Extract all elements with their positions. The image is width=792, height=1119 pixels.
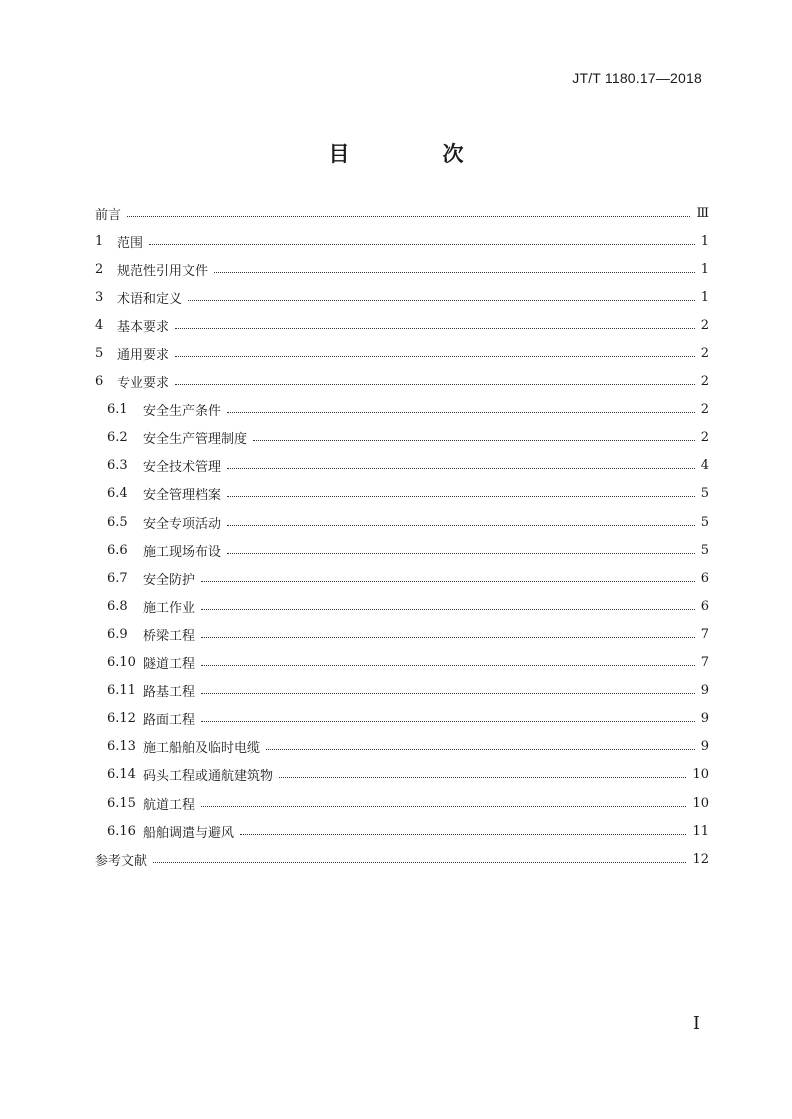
toc-entry-page: 9	[700, 739, 709, 755]
toc-entry-title: 路面工程	[143, 713, 196, 729]
toc-entry[interactable]	[95, 649, 709, 677]
toc-entry-title: 码头工程或通航建筑物	[143, 769, 274, 785]
toc-entry-title: 安全专项活动	[143, 516, 222, 532]
standard-code: JT/T 1180.17—2018	[572, 70, 702, 86]
toc-entry-number: 6.13	[107, 739, 136, 755]
toc-entry-title: 安全生产条件	[143, 404, 222, 420]
toc-entry-page: 9	[700, 683, 709, 699]
toc-entry-title: 航道工程	[143, 797, 196, 813]
toc-entry[interactable]	[95, 817, 709, 845]
dot-leader	[188, 300, 695, 301]
toc-entry-page: 2	[700, 402, 709, 418]
toc-entry-number: 6.16	[107, 823, 136, 839]
toc-entry-number: 6.3	[107, 458, 128, 474]
toc-entry-title: 船舶调遣与避风	[143, 825, 235, 841]
toc-entry[interactable]	[95, 508, 709, 536]
toc-entry[interactable]	[95, 564, 709, 592]
toc-entry-number: 6.15	[107, 795, 136, 811]
dot-leader	[227, 468, 695, 469]
toc-entry[interactable]	[95, 733, 709, 761]
dot-leader	[201, 581, 695, 582]
dot-leader	[214, 272, 695, 273]
toc-entry-number: 6.9	[107, 626, 128, 642]
dot-leader	[201, 665, 695, 666]
toc-entry[interactable]	[95, 424, 709, 452]
toc-entry-page: 2	[700, 374, 709, 390]
toc-entry-page: 7	[700, 655, 709, 671]
toc-entry-page: 2	[700, 430, 709, 446]
toc-entry-number: 6.2	[107, 430, 128, 446]
toc-entry-number: 6.5	[107, 514, 128, 530]
toc-entry-number: 6.14	[107, 767, 136, 783]
toc-entry-title: 基本要求	[117, 319, 170, 335]
toc-entry-page: 7	[700, 626, 709, 642]
toc-entry-page: 5	[700, 542, 709, 558]
toc-entry-page: 2	[700, 346, 709, 362]
dot-leader	[153, 862, 686, 863]
dot-leader	[227, 412, 695, 413]
toc-entry[interactable]	[95, 536, 709, 564]
toc-entry-title: 范围	[117, 235, 144, 251]
toc-entry-number: 6.10	[107, 655, 136, 671]
dot-leader	[279, 777, 686, 778]
toc-entry-title: 桥梁工程	[143, 628, 196, 644]
toc-entry[interactable]	[95, 255, 709, 283]
dot-leader	[266, 749, 695, 750]
toc-entry-title: 施工现场布设	[143, 544, 222, 560]
toc-entry-page: Ⅲ	[696, 205, 709, 221]
toc-entry[interactable]	[95, 677, 709, 705]
toc-entry-number: 6.1	[107, 402, 128, 418]
dot-leader	[240, 834, 686, 835]
toc-entry-number: 6	[95, 374, 104, 390]
toc-entry-number: 5	[95, 346, 104, 362]
toc-entry-number: 1	[95, 233, 104, 249]
toc-entry-page: 6	[700, 570, 709, 586]
toc-entry-page: 5	[700, 514, 709, 530]
toc-entry-title: 规范性引用文件	[117, 263, 209, 279]
toc-entry-page: 1	[700, 261, 709, 277]
toc-entry-page: 2	[700, 317, 709, 333]
toc-entry-page: 10	[692, 767, 709, 783]
toc-entry[interactable]	[95, 845, 709, 873]
toc-entry-title: 参考文献	[95, 853, 148, 869]
toc-entry-page: 5	[700, 486, 709, 502]
dot-leader	[227, 496, 695, 497]
dot-leader	[201, 609, 695, 610]
dot-leader	[175, 328, 695, 329]
toc-entry[interactable]	[95, 339, 709, 367]
toc-entry-number: 6.8	[107, 598, 128, 614]
page-title: 目 次	[328, 142, 500, 166]
dot-leader	[227, 525, 695, 526]
toc-entry-title: 安全生产管理制度	[143, 432, 248, 448]
dot-leader	[201, 806, 686, 807]
toc-entry-title: 路基工程	[143, 685, 196, 701]
toc-entry-page: 1	[700, 233, 709, 249]
toc-entry-number: 6.12	[107, 711, 136, 727]
toc-entry-number: 6.4	[107, 486, 128, 502]
toc-entry-number: 6.7	[107, 570, 128, 586]
toc-entry-title: 施工作业	[143, 600, 196, 616]
toc-entry-title: 术语和定义	[117, 291, 183, 307]
toc-entry[interactable]	[95, 396, 709, 424]
dot-leader	[201, 721, 695, 722]
dot-leader	[253, 440, 695, 441]
toc-entry[interactable]	[95, 705, 709, 733]
toc-entry-page: 4	[700, 458, 709, 474]
dot-leader	[149, 244, 695, 245]
toc-entry-page: 10	[692, 795, 709, 811]
toc-entry[interactable]	[95, 761, 709, 789]
toc-entry[interactable]	[95, 452, 709, 480]
toc-entry-title: 前言	[95, 207, 122, 223]
toc-entry-number: 4	[95, 317, 104, 333]
toc-entry[interactable]	[95, 592, 709, 620]
toc-entry-title: 安全防护	[143, 572, 196, 588]
toc-entry-title: 施工船舶及临时电缆	[143, 741, 261, 757]
toc-entry-page: 1	[700, 289, 709, 305]
dot-leader	[201, 637, 695, 638]
dot-leader	[175, 356, 695, 357]
toc-entry-title: 隧道工程	[143, 657, 196, 673]
toc-entry-title: 安全管理档案	[143, 488, 222, 504]
toc-entry-title: 通用要求	[117, 348, 170, 364]
toc-entry[interactable]	[95, 283, 709, 311]
toc-entry-page: 6	[700, 598, 709, 614]
dot-leader	[175, 384, 695, 385]
toc-entry-title: 专业要求	[117, 376, 170, 392]
toc-entry-page: 9	[700, 711, 709, 727]
toc-entry-title: 安全技术管理	[143, 460, 222, 476]
toc-entry-number: 2	[95, 261, 104, 277]
table-of-contents	[95, 199, 709, 873]
toc-entry[interactable]	[95, 789, 709, 817]
toc-entry-page: 12	[692, 851, 709, 867]
toc-entry[interactable]	[95, 368, 709, 396]
toc-entry[interactable]	[95, 620, 709, 648]
dot-leader	[227, 553, 695, 554]
toc-entry[interactable]	[95, 199, 709, 227]
page-number: I	[692, 1013, 700, 1034]
toc-entry-page: 11	[692, 823, 709, 839]
toc-entry-number: 6.11	[107, 683, 136, 699]
toc-entry-number: 3	[95, 289, 104, 305]
toc-entry[interactable]	[95, 227, 709, 255]
toc-entry[interactable]	[95, 480, 709, 508]
toc-entry[interactable]	[95, 311, 709, 339]
dot-leader	[201, 693, 695, 694]
dot-leader	[127, 216, 690, 217]
toc-entry-number: 6.6	[107, 542, 128, 558]
